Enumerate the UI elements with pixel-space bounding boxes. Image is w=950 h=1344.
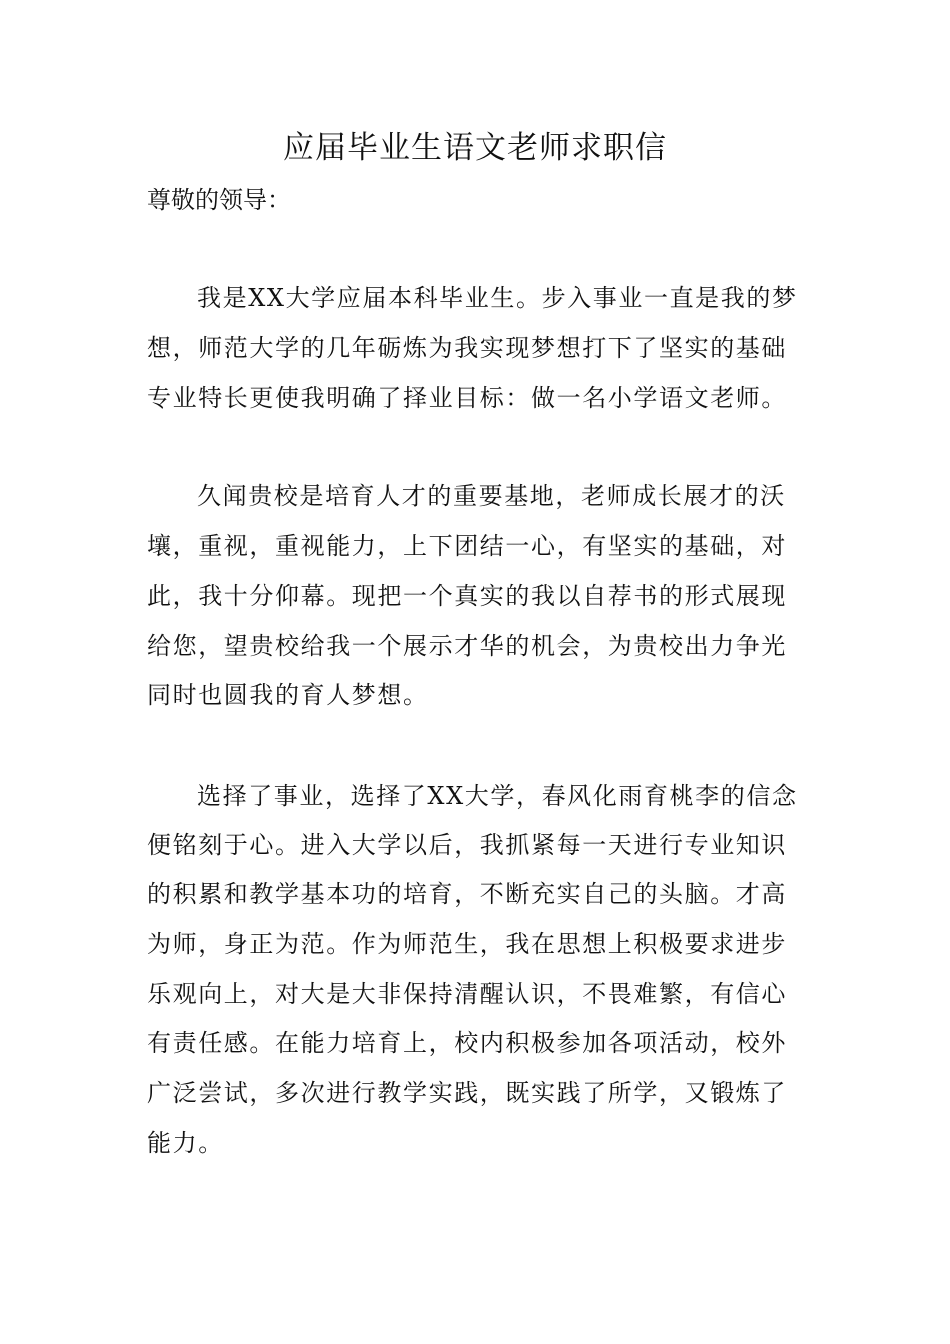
paragraph-2-line-2: 壤，重视，重视能力，上下团结一心，有坚实的基础，对 — [147, 532, 787, 560]
paragraph-2-line-1: 久闻贵校是培育人才的重要基地，老师成长展才的沃 — [197, 482, 786, 510]
paragraph-3-line-3: 的积累和教学基本功的培育，不断充实自己的头脑。才高 — [147, 880, 787, 908]
paragraph-3-line-1: 选择了事业，选择了XX大学，春风化雨育桃李的信念 — [197, 782, 798, 810]
document-title: 应届毕业生语文老师求职信 — [283, 130, 667, 166]
paragraph-3-line-5: 乐观向上，对大是大非保持清醒认识，不畏难繁，有信心 — [147, 980, 787, 1008]
salutation: 尊敬的领导： — [147, 186, 291, 214]
paragraph-2-line-5: 同时也圆我的育人梦想。 — [147, 681, 429, 709]
paragraph-3-line-6: 有责任感。在能力培育上，校内积极参加各项活动，校外 — [147, 1029, 787, 1057]
paragraph-1-line-2: 想，师范大学的几年砺炼为我实现梦想打下了坚实的基础 — [147, 334, 787, 362]
paragraph-2-line-4: 给您，望贵校给我一个展示才华的机会，为贵校出力争光 — [147, 632, 787, 660]
paragraph-1-line-3: 专业特长更使我明确了择业目标：做一名小学语文老师。 — [147, 384, 787, 412]
paragraph-1-line-1: 我是XX大学应届本科毕业生。步入事业一直是我的梦 — [197, 284, 798, 312]
paragraph-3-line-7: 广泛尝试，多次进行教学实践，既实践了所学，又锻炼了 — [147, 1079, 787, 1107]
paragraph-3-line-2: 便铭刻于心。进入大学以后，我抓紧每一天进行专业知识 — [147, 831, 787, 859]
paragraph-3-line-4: 为师，身正为范。作为师范生，我在思想上积极要求进步 — [147, 930, 787, 958]
paragraph-3-line-8: 能力。 — [147, 1129, 224, 1157]
paragraph-2-line-3: 此，我十分仰幕。现把一个真实的我以自荐书的形式展现 — [147, 582, 787, 610]
